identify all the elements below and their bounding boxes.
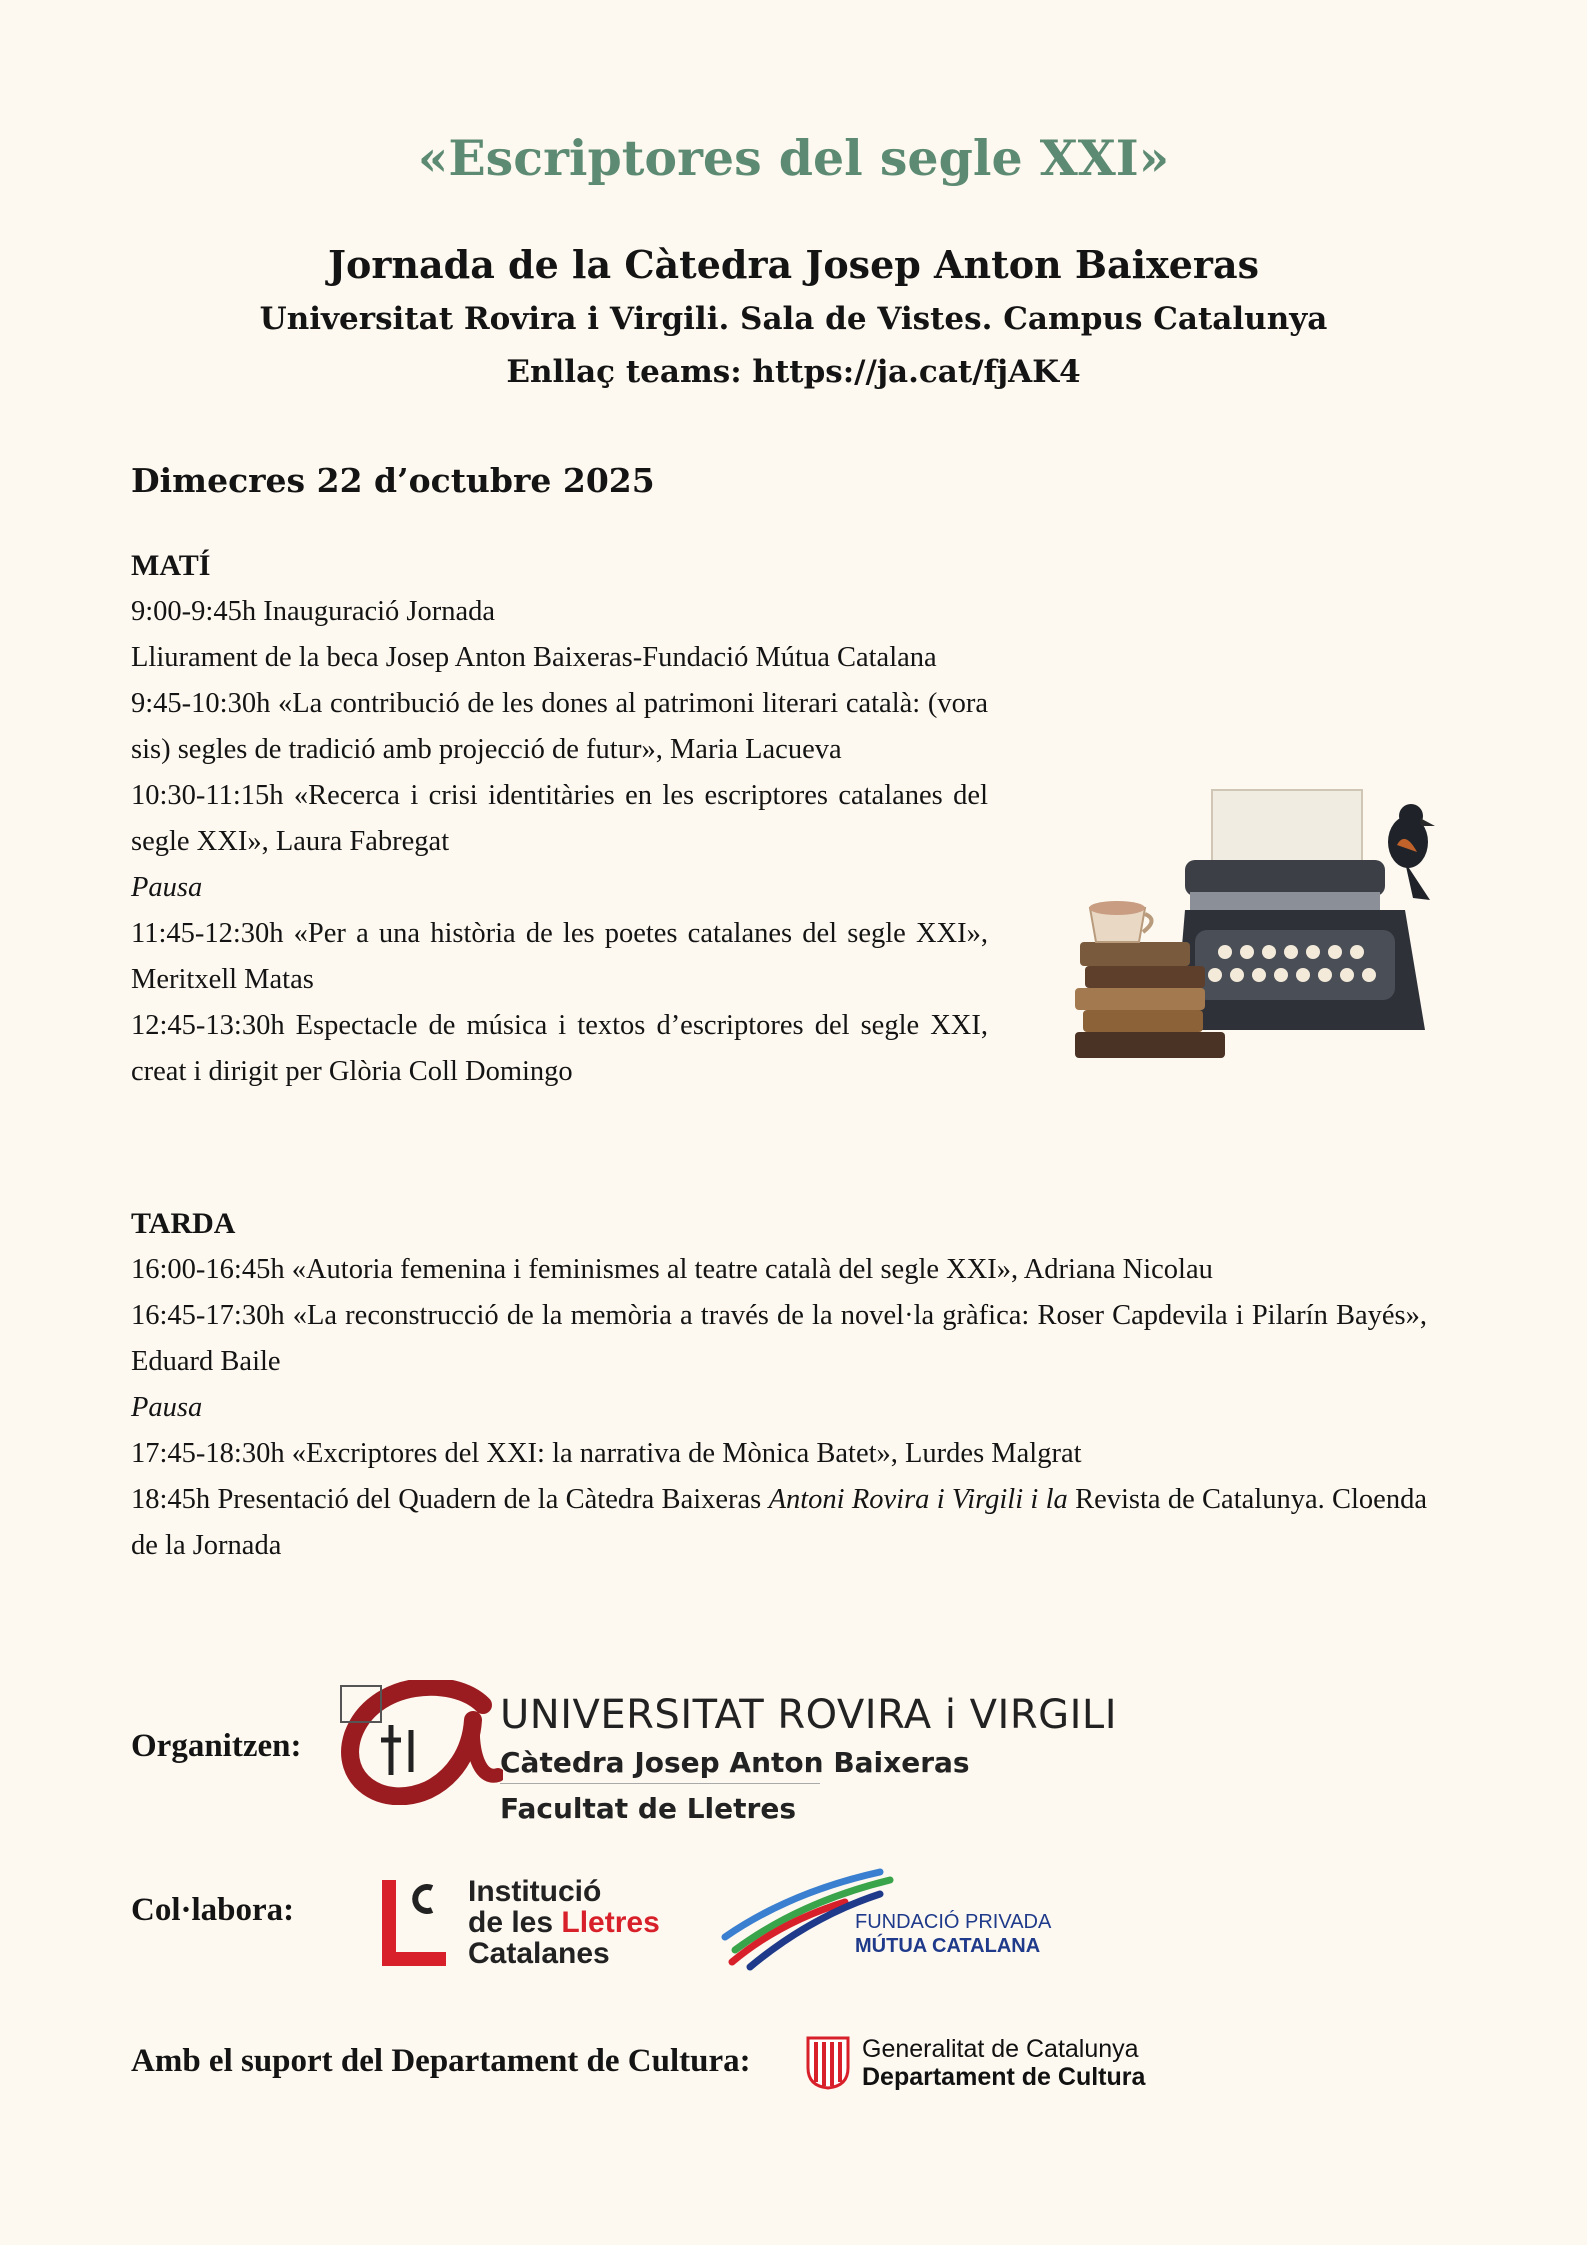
support-label: Amb el suport del Departament de Cultura: (131, 2043, 751, 2079)
venue-line: Universitat Rovira i Virgili. Sala de Vistes. Campus Catalunya (259, 301, 1328, 337)
ilc-line3: Catalanes (468, 1937, 610, 1970)
closing-text-end: Revista de Catalunya. Cloenda de la Jornada (131, 1484, 1427, 1561)
afternoon-schedule (131, 1201, 1427, 1569)
ilc-logo-icon (382, 1880, 446, 1966)
closing-text-start: 18:45h Presentació del Quadern de la Càtedra Baixeras (131, 1484, 769, 1515)
gen-line2: Departament de Cultura (862, 2063, 1146, 2091)
event-date: Dimecres 22 d’octubre 2025 (131, 461, 655, 500)
schedule-item: Lliurament de la beca Josep Anton Baixeras-Fundació Mútua Catalana (131, 642, 937, 673)
schedule-item: 9:00-9:45h Inauguració Jornada (131, 596, 496, 627)
ilc-line2-a: de les (468, 1906, 562, 1939)
schedule-item-closing (131, 1477, 1427, 1569)
schedule-item: 9:45-10:30h «La contribució de les dones al patrimoni literari català: (vora sis) segles de tradició amb projecció de futur», Maria Lacueva (131, 688, 988, 765)
pause-label: Pausa (131, 872, 203, 903)
collaborators-label: Col·labora: (131, 1892, 295, 1928)
ilc-line2-b: Lletres (561, 1906, 660, 1939)
gen-line1: Generalitat de Catalunya (862, 2035, 1139, 2063)
urv-faculty: Facultat de Lletres (500, 1792, 796, 1825)
teams-link[interactable]: Enllaç teams: https://ja.cat/fjAK4 (506, 354, 1081, 390)
urv-logo-icon (333, 1680, 503, 1805)
urv-chair: Càtedra Josep Anton Baixeras (500, 1746, 970, 1779)
ilc-line1: Institució (468, 1875, 602, 1908)
schedule-item: 16:00-16:45h «Autoria femenina i feminismes al teatre català del segle XXI», Adriana Nicolau (131, 1254, 1213, 1285)
fmc-wordmark (855, 1910, 1051, 1958)
morning-schedule (131, 543, 988, 1095)
closing-text-italic: Antoni Rovira i Virgili i la (768, 1484, 1068, 1515)
generalitat-logo-icon (804, 2034, 852, 2090)
poster-title: «Escriptores del segle XXI» (417, 129, 1170, 187)
ilc-line2 (468, 1907, 660, 1938)
schedule-item: 11:45-12:30h «Per a una història de les poetes catalanes del segle XXI», Meritxell Matas (131, 918, 988, 995)
schedule-item: 17:45-18:30h «Excriptores del XXI: la narrativa de Mònica Batet», Lurdes Malgrat (131, 1438, 1082, 1469)
afternoon-heading: TARDA (131, 1207, 236, 1240)
ilc-wordmark (468, 1876, 660, 1969)
generalitat-wordmark (862, 2035, 1145, 2091)
pause-label: Pausa (131, 1392, 203, 1423)
morning-heading: MATÍ (131, 549, 211, 582)
fmc-line2: MÚTUA CATALANA (855, 1935, 1041, 1957)
urv-name: UNIVERSITAT ROVIRA i VIRGILI (500, 1692, 1117, 1738)
event-subtitle: Jornada de la Càtedra Josep Anton Baixeras (328, 242, 1259, 287)
typewriter-illustration (1075, 780, 1455, 1080)
schedule-item: 16:45-17:30h «La reconstrucció de la memòria a través de la novel·la gràfica: Roser Capdevila i Pilarín Bayés», Eduard Baile (131, 1300, 1427, 1377)
organizers-label: Organitzen: (131, 1728, 302, 1764)
urv-divider (500, 1783, 820, 1784)
fmc-line1: FUNDACIÓ PRIVADA (855, 1911, 1052, 1933)
schedule-item: 12:45-13:30h Espectacle de música i textos d’escriptores del segle XXI, creat i dirigit per Glòria Coll Domingo (131, 1010, 988, 1087)
schedule-item: 10:30-11:15h «Recerca i crisi identitàries en les escriptores catalanes del segle XXI», Laura Fabregat (131, 780, 988, 857)
